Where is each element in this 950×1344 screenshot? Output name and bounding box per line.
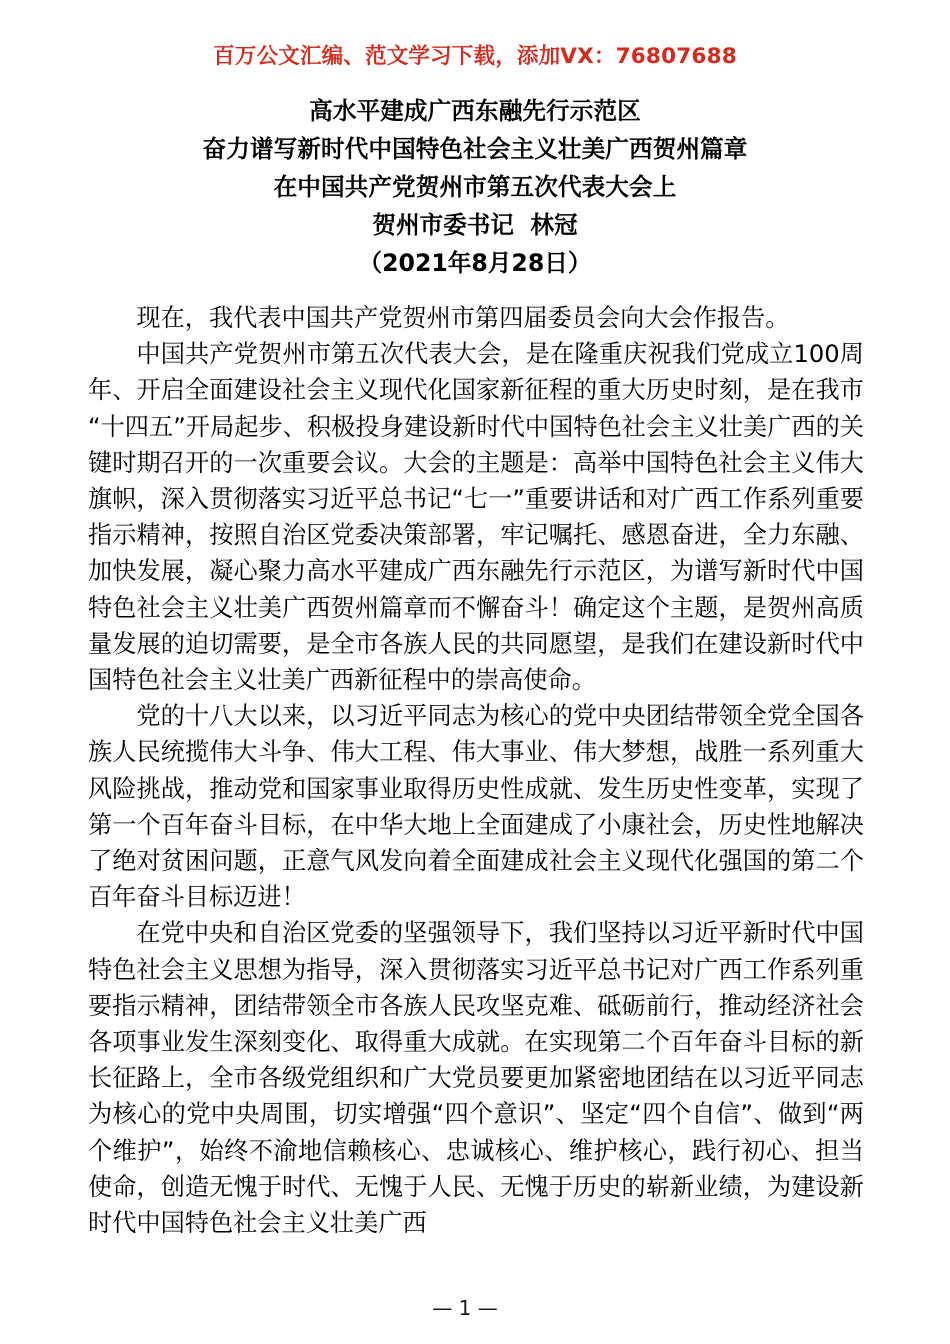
body-paragraph: 在党中央和自治区党委的坚强领导下，我们坚持以习近平新时代中国特色社会主义思想为指导，深入贯彻落实习近平总书记对广西工作系列重要指示精神，团结带领全市各族人民攻坚克难、砥砺前行，推动经济社会各项事业发生深刻变化、取得重大成就。在实现第二个百年奋斗目标的新长征路上，全市各级党组织和广大党员要更加紧密地团结在以习近平同志为核心的党中央周围，切实增强“四个意识”、坚定“四个自信”、做到“两个维护”，始终不渝地信赖核心、忠诚核心、维护核心，践行初心、担当使命，创造无愧于时代、无愧于人民、无愧于历史的崭新业绩，为建设新时代中国特色社会主义壮美广西 <box>88 919 864 1238</box>
body-paragraph: 党的十八大以来，以习近平同志为核心的党中央团结带领全党全国各族人民统揽伟大斗争、伟大工程、伟大事业、伟大梦想，战胜一系列重大风险挑战，推动党和国家事业取得历史性成就、发生历史性变革，实现了第一个百年奋斗目标，在中华大地上全面建成了小康社会，历史性地解决了绝对贫困问题，正意气风发向着全面建成社会主义现代化强国的第二个百年奋斗目标迈进！ <box>88 702 864 912</box>
document-body <box>88 300 864 1241</box>
document-title-line-1: 高水平建成广西东融先行示范区 <box>309 97 641 125</box>
page-number: — 1 — <box>432 1296 498 1320</box>
document-title-line-3: 在中国共产党贺州市第五次代表大会上 <box>273 173 677 201</box>
title-block <box>0 92 950 282</box>
body-paragraph: 中国共产党贺州市第五次代表大会，是在隆重庆祝我们党成立100周年、开启全面建设社会主义现代化国家新征程的重大历史时刻，是在我市“十四五”开局起步、积极投身建设新时代中国特色社会主义壮美广西的关键时期召开的一次重要会议。大会的主题是：高举中国特色社会主义伟大旗帜，深入贯彻落实习近平总书记“七一”重要讲话和对广西工作系列重要指示精神，按照自治区党委决策部署，牢记嘱托、感恩奋进，全力东融、加快发展，凝心聚力高水平建成广西东融先行示范区，为谱写新时代中国特色社会主义壮美广西贺州篇章而不懈奋斗！确定这个主题，是贺州高质量发展的迫切需要，是全市各族人民的共同愿望，是我们在建设新时代中国特色社会主义壮美广西新征程中的崇高使命。 <box>88 340 864 695</box>
document-dateline: （2021年8月28日） <box>358 249 592 277</box>
document-byline: 贺州市委书记 林冠 <box>372 211 578 239</box>
page-footer <box>0 1296 950 1320</box>
document-title-line-2: 奋力谱写新时代中国特色社会主义壮美广西贺州篇章 <box>202 135 748 163</box>
body-paragraph: 现在，我代表中国共产党贺州市第四届委员会向大会作报告。 <box>136 304 790 332</box>
promo-banner: 百万公文汇编、范文学习下载，添加VX：76807688 <box>213 44 737 69</box>
